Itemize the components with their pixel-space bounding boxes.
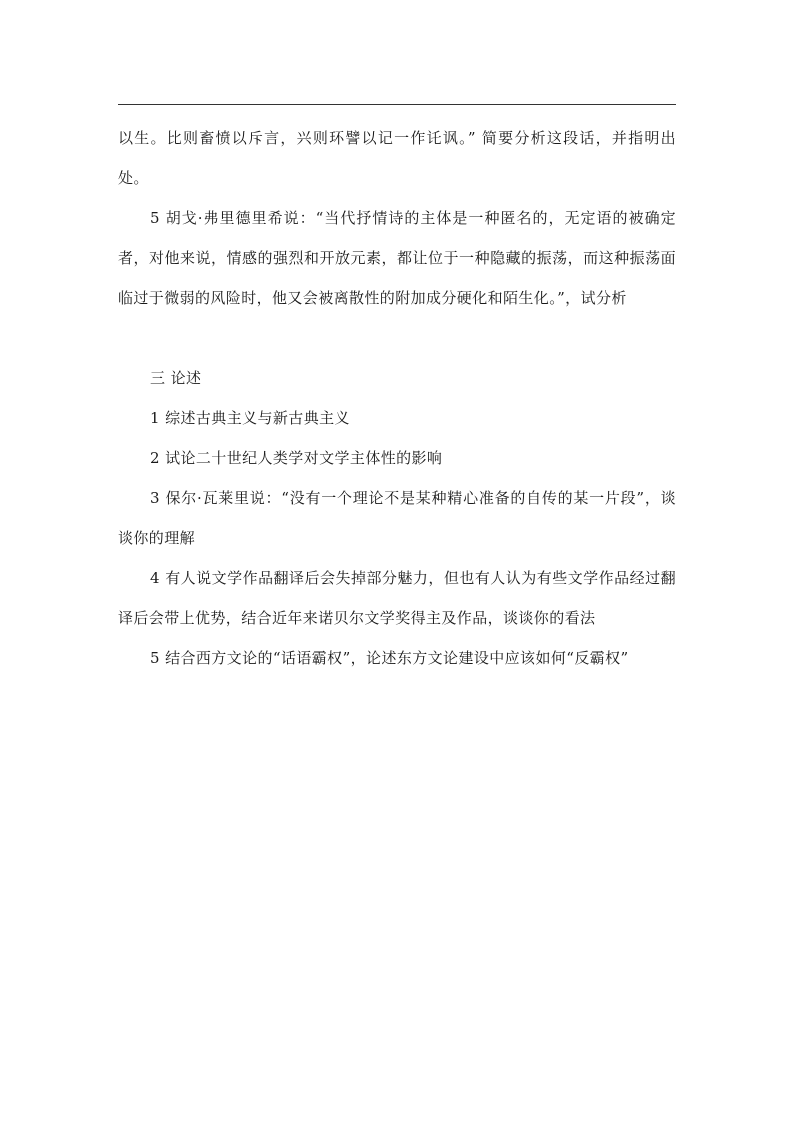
essay-item-2: 2 试论二十世纪人类学对文学主体性的影响 xyxy=(150,449,443,467)
essay-item-3: 3 保尔·瓦莱里说：“没有一个理论不是某种精心准备的自传的某一片段”，谈谈你的理解 xyxy=(118,489,676,547)
essay-item-1: 1 综述古典主义与新古典主义 xyxy=(150,409,350,427)
section-title: 三 论述 xyxy=(150,369,202,387)
question-continuation: 以生。比则畜愤以斥言，兴则环譬以记一作讬讽。” 简要分析这段话，并指明出处。 xyxy=(118,129,676,187)
spacer xyxy=(118,318,676,358)
document-body xyxy=(118,118,676,678)
essay-item-5: 5 结合西方文论的“话语霸权”，论述东方文论建设中应该如何“反霸权” xyxy=(150,649,629,667)
header-rule xyxy=(118,104,676,105)
essay-item-4: 4 有人说文学作品翻译后会失掉部分魅力，但也有人认为有些文学作品经过翻译后会带上优势，结合近年来诺贝尔文学奖得主及作品，谈谈你的看法 xyxy=(118,569,676,627)
question-5: 5 胡戈·弗里德里希说：“当代抒情诗的主体是一种匿名的，无定语的被确定者，对他来说，情感的强烈和开放元素，都让位于一种隐藏的振荡，而这种振荡面临过于微弱的风险时，他又会被离散性的附加成分硬化和陌生化。”，试分析 xyxy=(118,209,676,307)
